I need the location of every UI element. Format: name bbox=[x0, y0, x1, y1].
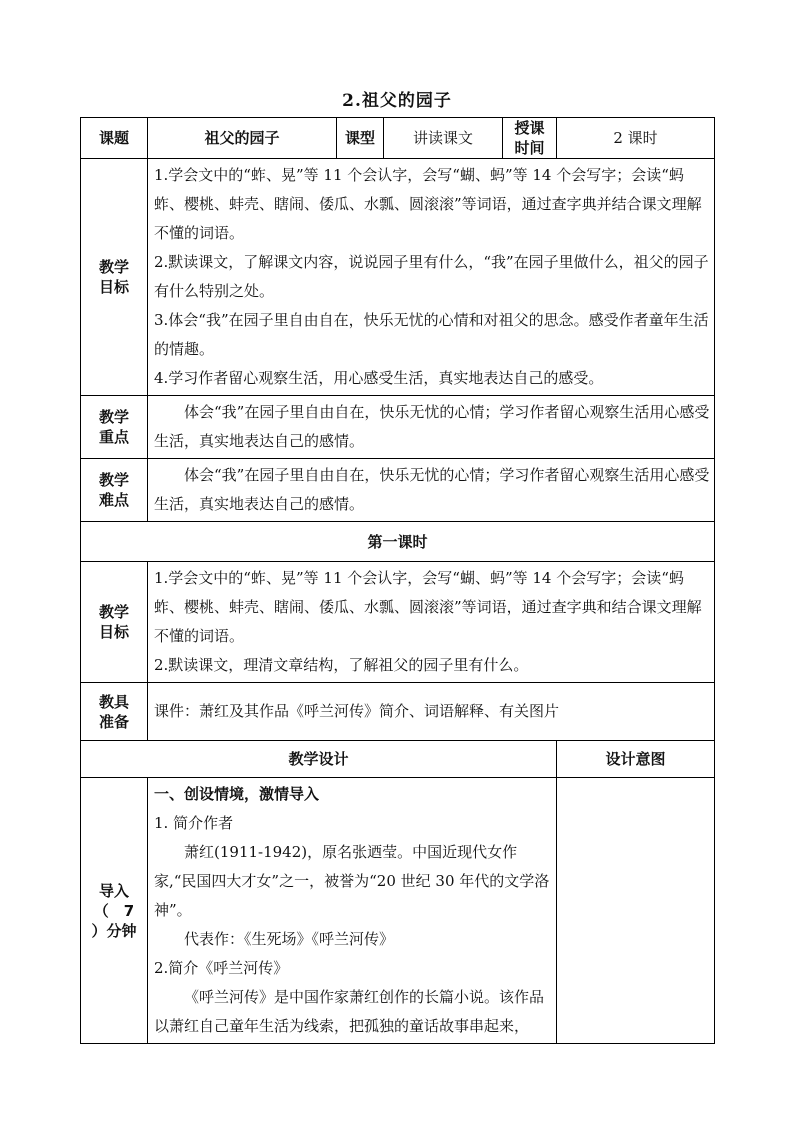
time-value: 2 课时 bbox=[557, 118, 715, 159]
intro-section-title: 一、创设情境，激情导入 bbox=[154, 785, 320, 803]
topic-value: 祖父的园子 bbox=[148, 118, 337, 159]
goal-item-3: 3.体会“我”在园子里自由自在，快乐无忧的心情和对祖父的思念。感受作者童年生活的情趣。 bbox=[154, 311, 709, 358]
design-header-left: 教学设计 bbox=[81, 741, 557, 778]
intro-label-line2: （ 7 bbox=[93, 901, 135, 920]
lesson-one-heading-row bbox=[81, 522, 715, 562]
tools-label-line1: 教具 bbox=[98, 692, 129, 711]
intro-label-line3: ）分钟 bbox=[91, 921, 137, 940]
time-label bbox=[503, 118, 557, 159]
difficulties-label bbox=[81, 459, 148, 522]
header-row bbox=[81, 118, 715, 159]
tools-content: 课件：萧红及其作品《呼兰河传》简介、词语解释、有关图片 bbox=[148, 683, 715, 741]
intro-label-line1: 导入 bbox=[98, 881, 129, 900]
lesson-plan-table bbox=[80, 117, 715, 1044]
lesson-one-goals-row bbox=[81, 562, 715, 683]
tools-label-line2: 准备 bbox=[98, 712, 129, 731]
goals-label-line2: 目标 bbox=[98, 278, 129, 296]
lesson-one-goals-label bbox=[81, 562, 148, 683]
lesson-one-goal-2: 2.默读课文，理清文章结构，了解祖父的园子里有什么。 bbox=[154, 656, 529, 674]
intro-works-text: 代表作：《生死场》《呼兰河传》 bbox=[184, 930, 395, 948]
intro-label bbox=[81, 778, 148, 1044]
key-points-label bbox=[81, 396, 148, 459]
tools-label bbox=[81, 683, 148, 741]
intro-book-text: 《呼兰河传》是中国作家萧红创作的长篇小说。该作品以萧红自己童年生活为线索，把孤独的童话故事串起来， bbox=[154, 988, 545, 1035]
time-label-line2: 时间 bbox=[514, 139, 545, 157]
goal-item-4: 4.学习作者留心观察生活，用心感受生活，真实地表达自己的感受。 bbox=[154, 369, 604, 387]
lesson-one-goals-label-line2: 目标 bbox=[98, 623, 129, 641]
difficulties-row bbox=[81, 459, 715, 522]
goals-content bbox=[148, 159, 715, 396]
difficulties-text: 体会“我”在园子里自由自在，快乐无忧的心情；学习作者留心观察生活用心感受生活，真实地表达自己的感情。 bbox=[154, 466, 710, 513]
key-points-label-line2: 重点 bbox=[98, 428, 129, 446]
difficulties-label-line1: 教学 bbox=[98, 471, 129, 489]
goal-item-2: 2.默读课文，了解课文内容，说说园子里有什么，“我”在园子里做什么，祖父的园子有什么特别之处。 bbox=[154, 253, 709, 300]
intro-sub1: 1. 简介作者 bbox=[154, 814, 234, 832]
key-points-label-line1: 教学 bbox=[98, 408, 129, 426]
key-points-content bbox=[148, 396, 715, 459]
intro-content bbox=[148, 778, 557, 1044]
goals-label-line1: 教学 bbox=[98, 258, 129, 276]
time-label-line1: 授课 bbox=[514, 119, 545, 137]
difficulties-content bbox=[148, 459, 715, 522]
lesson-one-goals-content bbox=[148, 562, 715, 683]
key-points-text: 体会“我”在园子里自由自在，快乐无忧的心情；学习作者留心观察生活用心感受生活，真实地表达自己的感情。 bbox=[154, 403, 710, 450]
lesson-one-heading: 第一课时 bbox=[81, 522, 715, 562]
intro-sub2: 2.简介《呼兰河传》 bbox=[154, 959, 289, 977]
design-header-row bbox=[81, 741, 715, 778]
goal-item-1: 1.学会文中的“蚱、晃”等 11 个会认字，会写“蝴、蚂”等 14 个会写字；会读“蚂蚱、樱桃、蚌壳、瞎闹、倭瓜、水瓢、圆滚滚”等词语，通过查字典并结合课文理解不懂的词语。 bbox=[154, 166, 702, 242]
type-label: 课型 bbox=[337, 118, 384, 159]
difficulties-label-line2: 难点 bbox=[98, 491, 129, 509]
intro-row bbox=[81, 778, 715, 1044]
intro-author-text: 萧红(1911-1942)，原名张迺莹。中国近现代女作家,“民国四大才女”之一，被誉为“20 世纪 30 年代的文学洛神”。 bbox=[154, 843, 550, 919]
page-title: 2.祖父的园子 bbox=[342, 91, 452, 111]
lesson-one-goals-label-line1: 教学 bbox=[98, 603, 129, 621]
key-points-row bbox=[81, 396, 715, 459]
goals-row bbox=[81, 159, 715, 396]
topic-label: 课题 bbox=[81, 118, 148, 159]
type-value: 讲读课文 bbox=[384, 118, 503, 159]
design-header-right: 设计意图 bbox=[557, 741, 715, 778]
intro-design-intent bbox=[557, 778, 715, 1044]
tools-row bbox=[81, 683, 715, 741]
goals-label bbox=[81, 159, 148, 396]
lesson-one-goal-1: 1.学会文中的“蚱、晃”等 11 个会认字，会写“蝴、蚂”等 14 个会写字；会读“蚂蚱、樱桃、蚌壳、瞎闹、倭瓜、水瓢、圆滚滚”等词语，通过查字典和结合课文理解不懂的词语。 bbox=[154, 569, 702, 645]
